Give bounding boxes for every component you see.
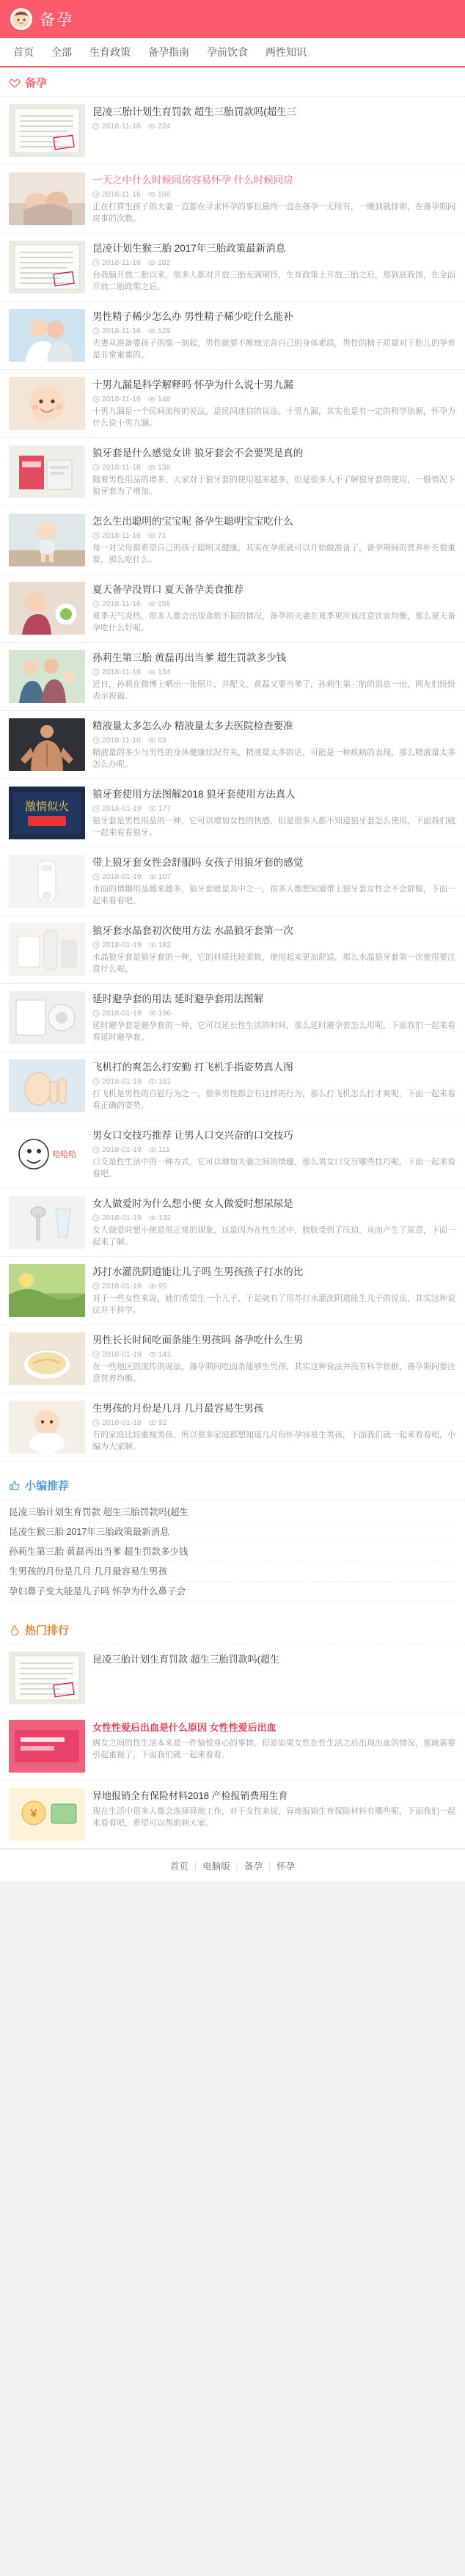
nav-item-0[interactable]: 首页: [13, 46, 34, 58]
article-date: 2018-01-19: [102, 1214, 142, 1222]
article-views: 138: [157, 463, 171, 472]
article-date: 2018-11-16: [102, 668, 141, 676]
article-views-wrap: [148, 668, 171, 676]
recommend-item[interactable]: 孕妇鼻子变大能是儿子吗 怀孕为什么鼻子会: [9, 1582, 456, 1602]
article-thumbnail[interactable]: [9, 1332, 85, 1385]
article-title[interactable]: 生男孩的月份是几月 几月最容易生男孩: [92, 1403, 264, 1414]
article-title[interactable]: 孙莉生第三胎 黄磊再出当爹 超生罚款多少钱: [92, 652, 287, 663]
article-item[interactable]: [0, 779, 465, 847]
hot-title[interactable]: 女性性爱后出血是什么原因 女性性爱后出血: [92, 1722, 277, 1733]
article-title[interactable]: 带上狼牙套女性会舒服吗 女孩子用狼牙套的感觉: [92, 857, 304, 868]
article-meta: [92, 122, 456, 131]
article-title[interactable]: 男性长长时间吃面条能生男孩吗 备孕吃什么生男: [92, 1335, 304, 1346]
article-meta: [92, 531, 456, 540]
article-date-wrap: [92, 531, 141, 540]
baby-face-icon: [10, 8, 32, 30]
section-header-main: [0, 67, 465, 97]
article-body: [92, 991, 456, 1043]
nav-item-3[interactable]: 备孕指南: [148, 46, 189, 58]
hot-item[interactable]: [0, 1644, 465, 1712]
nav-item-4[interactable]: 孕前饮食: [207, 46, 248, 58]
recommend-item[interactable]: 昆凌三胎计划生育罚款 超生三胎罚款吗(超生: [9, 1503, 456, 1522]
article-date-wrap: [92, 599, 141, 608]
footer-link-2[interactable]: 备孕: [244, 1861, 263, 1872]
article-item[interactable]: [0, 711, 465, 779]
article-date-wrap: [92, 941, 142, 949]
article-item[interactable]: [0, 97, 465, 165]
article-body: [92, 718, 456, 770]
article-thumbnail[interactable]: [9, 445, 85, 498]
article-date-wrap: [92, 1145, 142, 1154]
article-views: 63: [157, 736, 166, 745]
svg-text:¥: ¥: [30, 1808, 37, 1820]
article-thumbnail[interactable]: [9, 923, 85, 976]
article-meta: [92, 1350, 456, 1359]
hot-title[interactable]: 昆凌三胎计划生育罚款 超生三胎罚款吗(超生: [92, 1654, 279, 1665]
article-date: 2018-11-16: [102, 463, 141, 472]
article-date-wrap: [92, 736, 141, 745]
article-body: [92, 377, 456, 429]
article-meta: [92, 1077, 456, 1086]
article-body: [92, 514, 456, 566]
article-views-wrap: [149, 941, 172, 949]
article-title[interactable]: 昆凌三胎计划生育罚款 超生三胎罚款吗(超生三: [92, 106, 297, 117]
article-thumbnail[interactable]: [9, 104, 85, 157]
svg-text:激情似火: 激情似火: [24, 800, 70, 813]
article-item[interactable]: [0, 984, 465, 1052]
article-meta: [92, 463, 456, 472]
article-thumbnail[interactable]: [9, 582, 85, 635]
article-meta: [92, 1282, 456, 1291]
article-item[interactable]: [0, 916, 465, 984]
article-views: 196: [158, 1009, 172, 1018]
article-date: 2018-01-18: [102, 1418, 142, 1427]
footer-link-0[interactable]: 首页: [169, 1861, 188, 1872]
recommend-item[interactable]: 昆凌生猴三胎 2017年三胎政策最新消息: [9, 1522, 456, 1542]
article-description: 近日，孙莉在微博上晒出一张照片，并配文，黄磊又要当爹了，孙莉生第三胎的消息一出，网友们纷纷表示祝福。: [92, 680, 455, 701]
article-date-wrap: [92, 872, 142, 881]
article-date: 2018-11-16: [102, 531, 141, 540]
page-title: 备孕: [40, 12, 73, 29]
article-thumbnail[interactable]: [9, 514, 85, 566]
thumbs-up-icon: [9, 1480, 21, 1492]
article-description: 延时避孕套是避孕套的一种，它可以延长性生活的时间，那么延时避孕套怎么用呢，下面我们一起来看看延时避孕套。: [92, 1021, 455, 1042]
article-body: [92, 1196, 456, 1248]
article-views: 71: [157, 531, 166, 540]
article-views-wrap: [148, 258, 171, 267]
article-date: 2018-11-16: [102, 326, 141, 335]
article-body: [92, 582, 456, 634]
article-body: [92, 1059, 456, 1112]
article-description: 在一些地区的流传的说法，备孕期间吃面条能够生男孩，其实这种说法并没有科学依据，备孕期间要注意营养均衡。: [92, 1362, 455, 1383]
article-description: 随着男性用品的增多，大家对于狼牙套的使用越来越多，但是很多人不了解狼牙套的使用，一般情况下狼牙套为了增加。: [92, 475, 455, 496]
article-date: 2018-01-19: [102, 1077, 142, 1086]
article-description: 正在打算生孩子的夫妻一直都在寻求怀孕的事但最终一直在备孕一无所有，一睡到就排卵，在备孕期间房事的次数。: [92, 202, 455, 223]
article-views: 95: [158, 1282, 167, 1291]
article-meta: [92, 1418, 456, 1427]
article-date: 2018-01-19: [102, 941, 142, 949]
article-date: 2018-01-19: [102, 1145, 142, 1154]
article-date: 2018-11-16: [102, 736, 141, 745]
article-views-wrap: [148, 190, 171, 199]
article-date: 2018-01-19: [102, 1009, 142, 1018]
article-date-wrap: [92, 326, 141, 335]
article-title[interactable]: 飞机打的爽怎么打安勤 打飞机手指姿势真人图: [92, 1062, 293, 1073]
article-item[interactable]: [0, 643, 465, 711]
article-date-wrap: [92, 1214, 142, 1222]
article-views-wrap: [149, 1418, 167, 1427]
article-thumbnail[interactable]: [9, 991, 85, 1044]
article-title[interactable]: 十男九漏是科学解释吗 怀孕为什么说十男九漏: [92, 379, 293, 390]
article-views-wrap: [148, 736, 166, 745]
article-meta: [92, 258, 456, 267]
heart-hands-icon: [9, 77, 21, 89]
article-views-wrap: [148, 326, 171, 335]
article-views: 107: [158, 872, 172, 881]
article-description: 市面的情趣用品越来越多，狼牙套就是其中之一，很多人都想知道带上狼牙套女性会不会舒服，下面一起来看看吧。: [92, 885, 455, 905]
section-header-recommend: [0, 1470, 465, 1500]
article-item[interactable]: [0, 847, 465, 916]
article-date: 2018-01-19: [102, 872, 142, 881]
article-description: 打飞机是男性的自慰行为之一，很多男性都会有这样的行为，那么打飞机怎么打才爽呢，下面一起来看看正确的姿势。: [92, 1090, 455, 1110]
article-description: 口交是性生活中的一种方式，它可以增加夫妻之间的情趣，那么男女口交有哪些技巧呢，下面一起来看看吧。: [92, 1158, 455, 1178]
article-item[interactable]: [0, 506, 465, 574]
article-item[interactable]: [0, 302, 465, 370]
article-body: [92, 1401, 456, 1453]
article-date: 2018-11-16: [102, 258, 141, 267]
article-views: 134: [157, 668, 171, 676]
article-date: 2018-01-19: [102, 1282, 142, 1291]
article-views-wrap: [148, 395, 171, 404]
article-date-wrap: [92, 122, 141, 131]
article-title[interactable]: 一天之中什么时候同房容易怀孕 什么时候同房: [92, 175, 293, 186]
article-item[interactable]: [0, 1189, 465, 1257]
article-views-wrap: [149, 1350, 172, 1359]
section-header-hot: [0, 1615, 465, 1644]
article-description: 每一对父母都希望自己的孩子聪明又健康，其实在孕前就可以开始做准备了，备孕期间的营养补充很重要，那么吃什么。: [92, 544, 455, 564]
article-thumbnail[interactable]: [9, 241, 85, 293]
article-views-wrap: [149, 1145, 170, 1154]
hot-body: [92, 1720, 456, 1773]
article-thumbnail[interactable]: [9, 1059, 85, 1112]
article-date: 2018-01-19: [102, 1350, 142, 1359]
article-thumbnail[interactable]: [9, 1264, 85, 1317]
section-title-recommend: 小编推荐: [25, 1480, 70, 1492]
article-title[interactable]: 怎么生出聪明的宝宝呢 备孕生聪明宝宝吃什么: [92, 516, 293, 527]
article-views: 182: [157, 258, 171, 267]
article-date: 2018-11-16: [102, 395, 141, 404]
svg-text:哈哈哈: 哈哈哈: [52, 1150, 77, 1159]
footer-sep-0: |: [194, 1860, 197, 1871]
hot-body: [92, 1788, 456, 1841]
article-meta: [92, 326, 456, 335]
hot-title[interactable]: 异地报销全有保险材料2018 产检报销费用生育: [92, 1790, 288, 1801]
article-views: 111: [158, 1145, 170, 1154]
fire-icon: [9, 1624, 21, 1636]
article-body: [92, 787, 456, 839]
article-list: [0, 97, 465, 1464]
article-item[interactable]: [0, 1120, 465, 1189]
article-body: [92, 172, 456, 225]
hot-description: 现在生活中很多人都会选择异地工作，对于女性来说，异地报销生育保险材料有哪些呢，下面我们一起来看看吧，希望可以帮助到大家。: [92, 1807, 455, 1828]
article-thumbnail[interactable]: [9, 855, 85, 908]
article-body: [92, 1264, 456, 1316]
article-description: 有的家庭比较重视男孩，所以很多家庭都想知道几月份怀孕容易生男孩，下面我们就一起来看看吧，小编为大家解。: [92, 1431, 455, 1451]
article-date: 2018-11-16: [102, 122, 141, 131]
article-description: 台我脑开放二胎以来，很多人都对开放三胎充满期待，生育政策上开放三胎之后，那到底我国，在全面开放二胎政策之后。: [92, 271, 455, 291]
article-title[interactable]: 夏天备孕没胃口 夏天备孕美食推荐: [92, 584, 244, 595]
nav-item-5[interactable]: 两性知识: [266, 46, 307, 58]
article-date-wrap: [92, 1418, 142, 1427]
article-item[interactable]: [0, 1257, 465, 1325]
main-nav[interactable]: [0, 38, 465, 67]
article-body: [92, 1332, 456, 1384]
article-item[interactable]: [0, 233, 465, 302]
article-views-wrap: [148, 531, 166, 540]
article-body: [92, 1128, 456, 1180]
article-views: 182: [158, 941, 172, 949]
article-date: 2018-01-19: [102, 804, 142, 813]
app-header: [0, 0, 465, 38]
hot-item[interactable]: [0, 1712, 465, 1781]
article-title[interactable]: 苏打水灌洗阴道能让儿子吗 生男孩孩子打水的比: [92, 1266, 304, 1277]
article-meta: [92, 941, 456, 949]
article-views-wrap: [149, 1214, 172, 1222]
article-views-wrap: [148, 122, 171, 131]
article-body: [92, 650, 456, 702]
footer-sep-2: |: [268, 1860, 271, 1871]
article-thumbnail[interactable]: [9, 1196, 85, 1249]
article-views-wrap: [148, 463, 171, 472]
article-meta: [92, 190, 456, 199]
article-views: 166: [157, 190, 171, 199]
article-thumbnail[interactable]: [9, 172, 85, 225]
article-date-wrap: [92, 1282, 142, 1291]
article-description: 狼牙套是男性用品的一种，它可以增加女性的快感，但是很多人都不知道狼牙套怎么使用，下面我们就一起来看看狼牙。: [92, 817, 455, 837]
article-title[interactable]: 男性精子稀少怎么办 男性精子稀少吃什么能补: [92, 311, 293, 322]
article-title[interactable]: 女人做爱时为什么想小便 女人做爱时想尿尿是: [92, 1198, 293, 1209]
article-date: 2018-11-16: [102, 190, 141, 199]
nav-item-1[interactable]: 全部: [51, 46, 72, 58]
article-views-wrap: [149, 1282, 167, 1291]
hot-thumbnail[interactable]: [9, 1652, 85, 1704]
article-meta: [92, 599, 456, 608]
recommend-item[interactable]: 孙莉生第三胎 黄磊再出当爹 超生罚款多少钱: [9, 1542, 456, 1562]
hot-item[interactable]: [0, 1781, 465, 1849]
article-thumbnail[interactable]: [9, 309, 85, 362]
article-meta: [92, 1009, 456, 1018]
hot-list: [0, 1644, 465, 1849]
article-meta: [92, 736, 456, 745]
article-thumbnail[interactable]: [9, 718, 85, 771]
article-meta: [92, 1214, 456, 1222]
article-date-wrap: [92, 1077, 142, 1086]
article-description: 女人做爱时想小便是很正常的现象，这是因为在性生活中，膀胱受到了压迫，从而产生了尿意，下面一起来了解。: [92, 1226, 455, 1247]
article-views: 129: [157, 326, 171, 335]
hot-body: [92, 1652, 456, 1704]
article-thumbnail[interactable]: [9, 1401, 85, 1453]
article-meta: [92, 804, 456, 813]
article-views-wrap: [149, 872, 172, 881]
article-meta: [92, 668, 456, 676]
article-date-wrap: [92, 1350, 142, 1359]
article-views-wrap: [149, 1009, 172, 1018]
article-meta: [92, 395, 456, 404]
article-description: 十男九漏是一个民间流传的说法，是民间迷信的说法，十男九漏，其实也是有一定的科学依据，怀孕为什么说十男九漏。: [92, 407, 455, 428]
article-title[interactable]: 狼牙套是什么感觉女讲 狼牙套会不会要哭是真的: [92, 448, 304, 459]
hot-thumbnail[interactable]: [9, 1720, 85, 1773]
article-title[interactable]: 男女口交技巧推荐 让男人口交兴奋的口交技巧: [92, 1130, 293, 1141]
article-date-wrap: [92, 395, 141, 404]
article-body: [92, 855, 456, 907]
article-date-wrap: [92, 258, 141, 267]
article-date-wrap: [92, 804, 142, 813]
article-body: [92, 923, 456, 975]
recommend-item[interactable]: 生男孩的月份是几月 几月最容易生男孩: [9, 1562, 456, 1582]
article-description: 精液量的多少与男性的身体健康状况有关，精液量太多的话，可能是一种疾病的表现，那么精液量太多怎么办呢。: [92, 748, 455, 769]
footer-sep-1: |: [235, 1860, 238, 1871]
page-footer: [0, 1849, 465, 1881]
nav-item-2[interactable]: 生育政策: [89, 46, 131, 58]
article-views: 132: [158, 1214, 172, 1222]
article-title[interactable]: 精液量太多怎么办 精液量太多去医院检查要准: [92, 720, 293, 731]
article-date-wrap: [92, 463, 141, 472]
article-title[interactable]: 延时避孕套的用法 延时避孕套用法图解: [92, 993, 264, 1004]
article-views: 92: [158, 1418, 167, 1427]
article-body: [92, 104, 456, 133]
recommend-panel: [0, 1470, 465, 1609]
article-date-wrap: [92, 668, 141, 676]
footer-link-3[interactable]: 怀孕: [277, 1861, 296, 1872]
section-title-hot: 热门排行: [25, 1624, 70, 1637]
article-description: 对于一些女性来说，她们希望生一个儿子，于是就有了用苏打水灌洗阴道能生儿子的说法，其实这种说法并不科学。: [92, 1294, 455, 1315]
article-item[interactable]: [0, 370, 465, 438]
footer-link-1[interactable]: 电脑版: [202, 1861, 230, 1872]
article-views-wrap: [148, 599, 171, 608]
article-description: 水晶狼牙套是狼牙套的一种，它的材质比较柔软，使用起来更加舒适，那么水晶狼牙套第一次使用要注意什么呢。: [92, 953, 455, 974]
hot-thumbnail[interactable]: [9, 1788, 85, 1841]
article-views: 224: [157, 122, 171, 131]
article-date-wrap: [92, 190, 141, 199]
article-views-wrap: [149, 804, 172, 813]
article-item[interactable]: [0, 1325, 465, 1393]
article-item[interactable]: [0, 438, 465, 506]
recommend-list: [0, 1500, 465, 1609]
article-views: 148: [157, 395, 171, 404]
article-thumbnail[interactable]: [9, 650, 85, 703]
article-views: 156: [157, 599, 171, 608]
hot-description: 俩女之间的性生活本来是一件愉悦身心的事情，但是如果女性在性生活之后出现出血的情况，那就需要引起重视了，下面我们就一起来看看。: [92, 1739, 455, 1759]
article-views: 141: [158, 1350, 172, 1359]
article-title[interactable]: 狼牙套水晶套初次使用方法 水晶狼牙套第一次: [92, 925, 293, 936]
article-views: 181: [158, 1077, 172, 1086]
article-date-wrap: [92, 1009, 142, 1018]
article-meta: [92, 872, 456, 881]
article-date: 2018-11-16: [102, 599, 141, 608]
article-body: [92, 445, 456, 497]
article-item[interactable]: [0, 165, 465, 233]
article-description: 夫妻从准备要孩子的那一刻起，男性就要不断地完善自己的身体素质，男性的精子质量对于胎儿的孕育是非常重要的。: [92, 339, 455, 360]
hot-panel: [0, 1615, 465, 1849]
article-title[interactable]: 昆凌计划生猴三胎 2017年三胎政策最新消息: [92, 243, 286, 254]
article-body: [92, 241, 456, 293]
article-thumbnail[interactable]: [9, 377, 85, 430]
article-description: 夏季天气炎热，很多人都会出现食欲不振的情况，备孕的夫妻在夏季更应该注意饮食均衡，那么夏天备孕吃什么好呢。: [92, 612, 455, 632]
article-views: 177: [158, 804, 172, 813]
article-item[interactable]: [0, 574, 465, 643]
article-meta: [92, 1145, 456, 1154]
article-item[interactable]: [0, 1393, 465, 1462]
article-views-wrap: [149, 1077, 172, 1086]
article-thumbnail[interactable]: [9, 787, 85, 839]
article-title[interactable]: 狼牙套使用方法图解2018 狼牙套使用方法真人: [92, 789, 296, 800]
article-body: [92, 309, 456, 361]
article-item[interactable]: [0, 1052, 465, 1120]
article-thumbnail[interactable]: [9, 1128, 85, 1181]
section-title-main: 备孕: [25, 77, 48, 90]
